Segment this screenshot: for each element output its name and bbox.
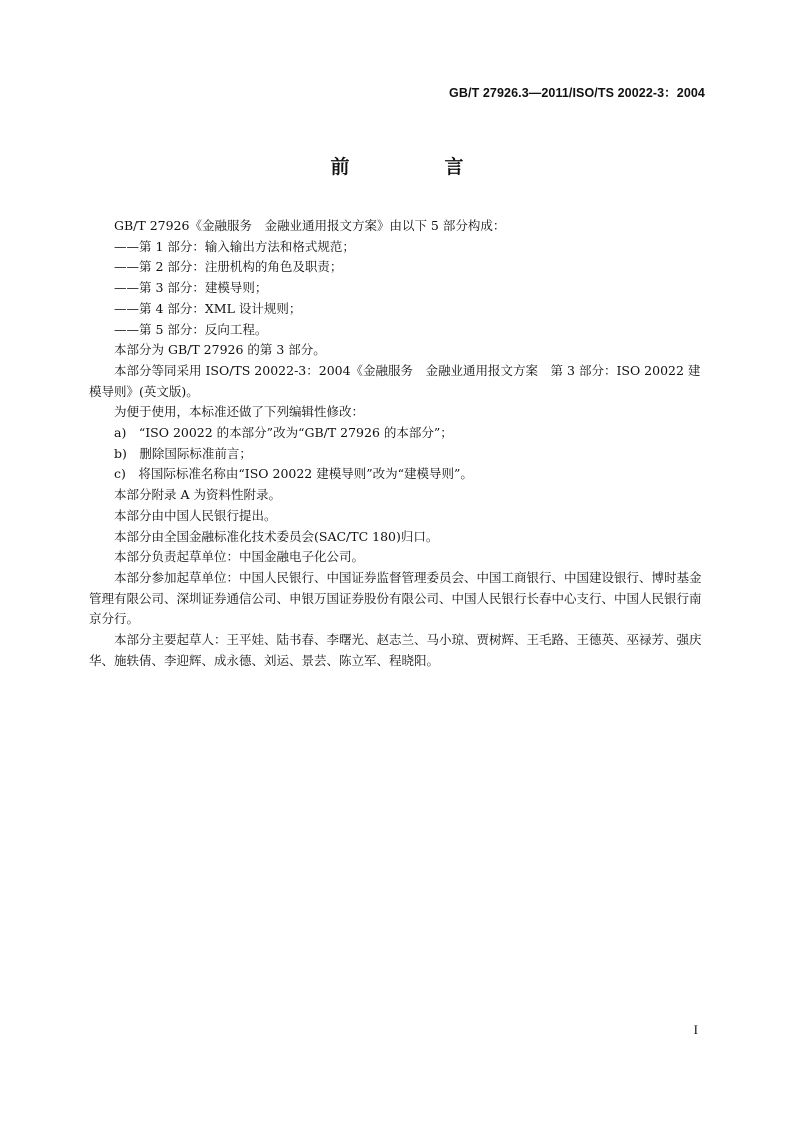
list-item-part-3: ——第 3 部分：建模导则； bbox=[114, 280, 268, 296]
list-item-edit-c: c) 将国际标准名称由“ISO 20022 建模导则”改为“建模导则”。 bbox=[114, 466, 473, 482]
paragraph-participating-units: 本部分参加起草单位：中国人民银行、中国证券监督管理委员会、中国工商银行、中国建设银行、博时基金管理有限公司、深圳证券通信公司、申银万国证券股份有限公司、中国人民银行长春中心支行、中国人民银行南京分行。 bbox=[89, 569, 702, 627]
list-item-part-5: ——第 5 部分：反向工程。 bbox=[114, 321, 268, 337]
list-item-part-1: ——第 1 部分：输入输出方法和格式规范； bbox=[114, 238, 355, 254]
list-item-part-2: ——第 2 部分：注册机构的角色及职责； bbox=[114, 259, 343, 275]
paragraph-committee: 本部分由全国金融标准化技术委员会(SAC/TC 180)归口。 bbox=[114, 528, 439, 544]
paragraph-drafting-unit: 本部分负责起草单位：中国金融电子化公司。 bbox=[114, 549, 365, 565]
paragraph-drafters: 本部分主要起草人：王平娃、陆书春、李曙光、赵志兰、马小琼、贾树辉、王毛路、王德英、巫禄芳、强庆华、施轶倩、李迎辉、成永德、刘运、景芸、陈立军、程晓阳。 bbox=[89, 632, 702, 668]
paragraph-annex: 本部分附录 A 为资料性附录。 bbox=[114, 487, 281, 503]
list-item-edit-b: b) 删除国际标准前言； bbox=[114, 445, 252, 461]
paragraph-editorial-intro: 为便于使用，本标准还做了下列编辑性修改： bbox=[114, 404, 365, 420]
page-number: I bbox=[693, 1022, 698, 1037]
page-title: 前 言 bbox=[330, 156, 502, 178]
paragraph-proposer: 本部分由中国人民银行提出。 bbox=[114, 507, 277, 523]
foreword-body bbox=[89, 216, 707, 671]
standard-code-header: GB/T 27926.3—2011/ISO/TS 20022-3：2004 bbox=[449, 86, 705, 100]
paragraph-part-statement: 本部分为 GB/T 27926 的第 3 部分。 bbox=[114, 342, 326, 358]
list-item-part-4: ——第 4 部分：XML 设计规则； bbox=[114, 300, 302, 316]
paragraph-parts-intro: GB/T 27926《金融服务 金融业通用报文方案》由以下 5 部分构成： bbox=[114, 218, 506, 233]
list-item-edit-a: a) “ISO 20022 的本部分”改为“GB/T 27926 的本部分”； bbox=[114, 425, 453, 441]
paragraph-adoption: 本部分等同采用 ISO/TS 20022-3：2004《金融服务 金融业通用报文方案 第 3 部分：ISO 20022 建模导则》(英文版)。 bbox=[89, 362, 701, 399]
